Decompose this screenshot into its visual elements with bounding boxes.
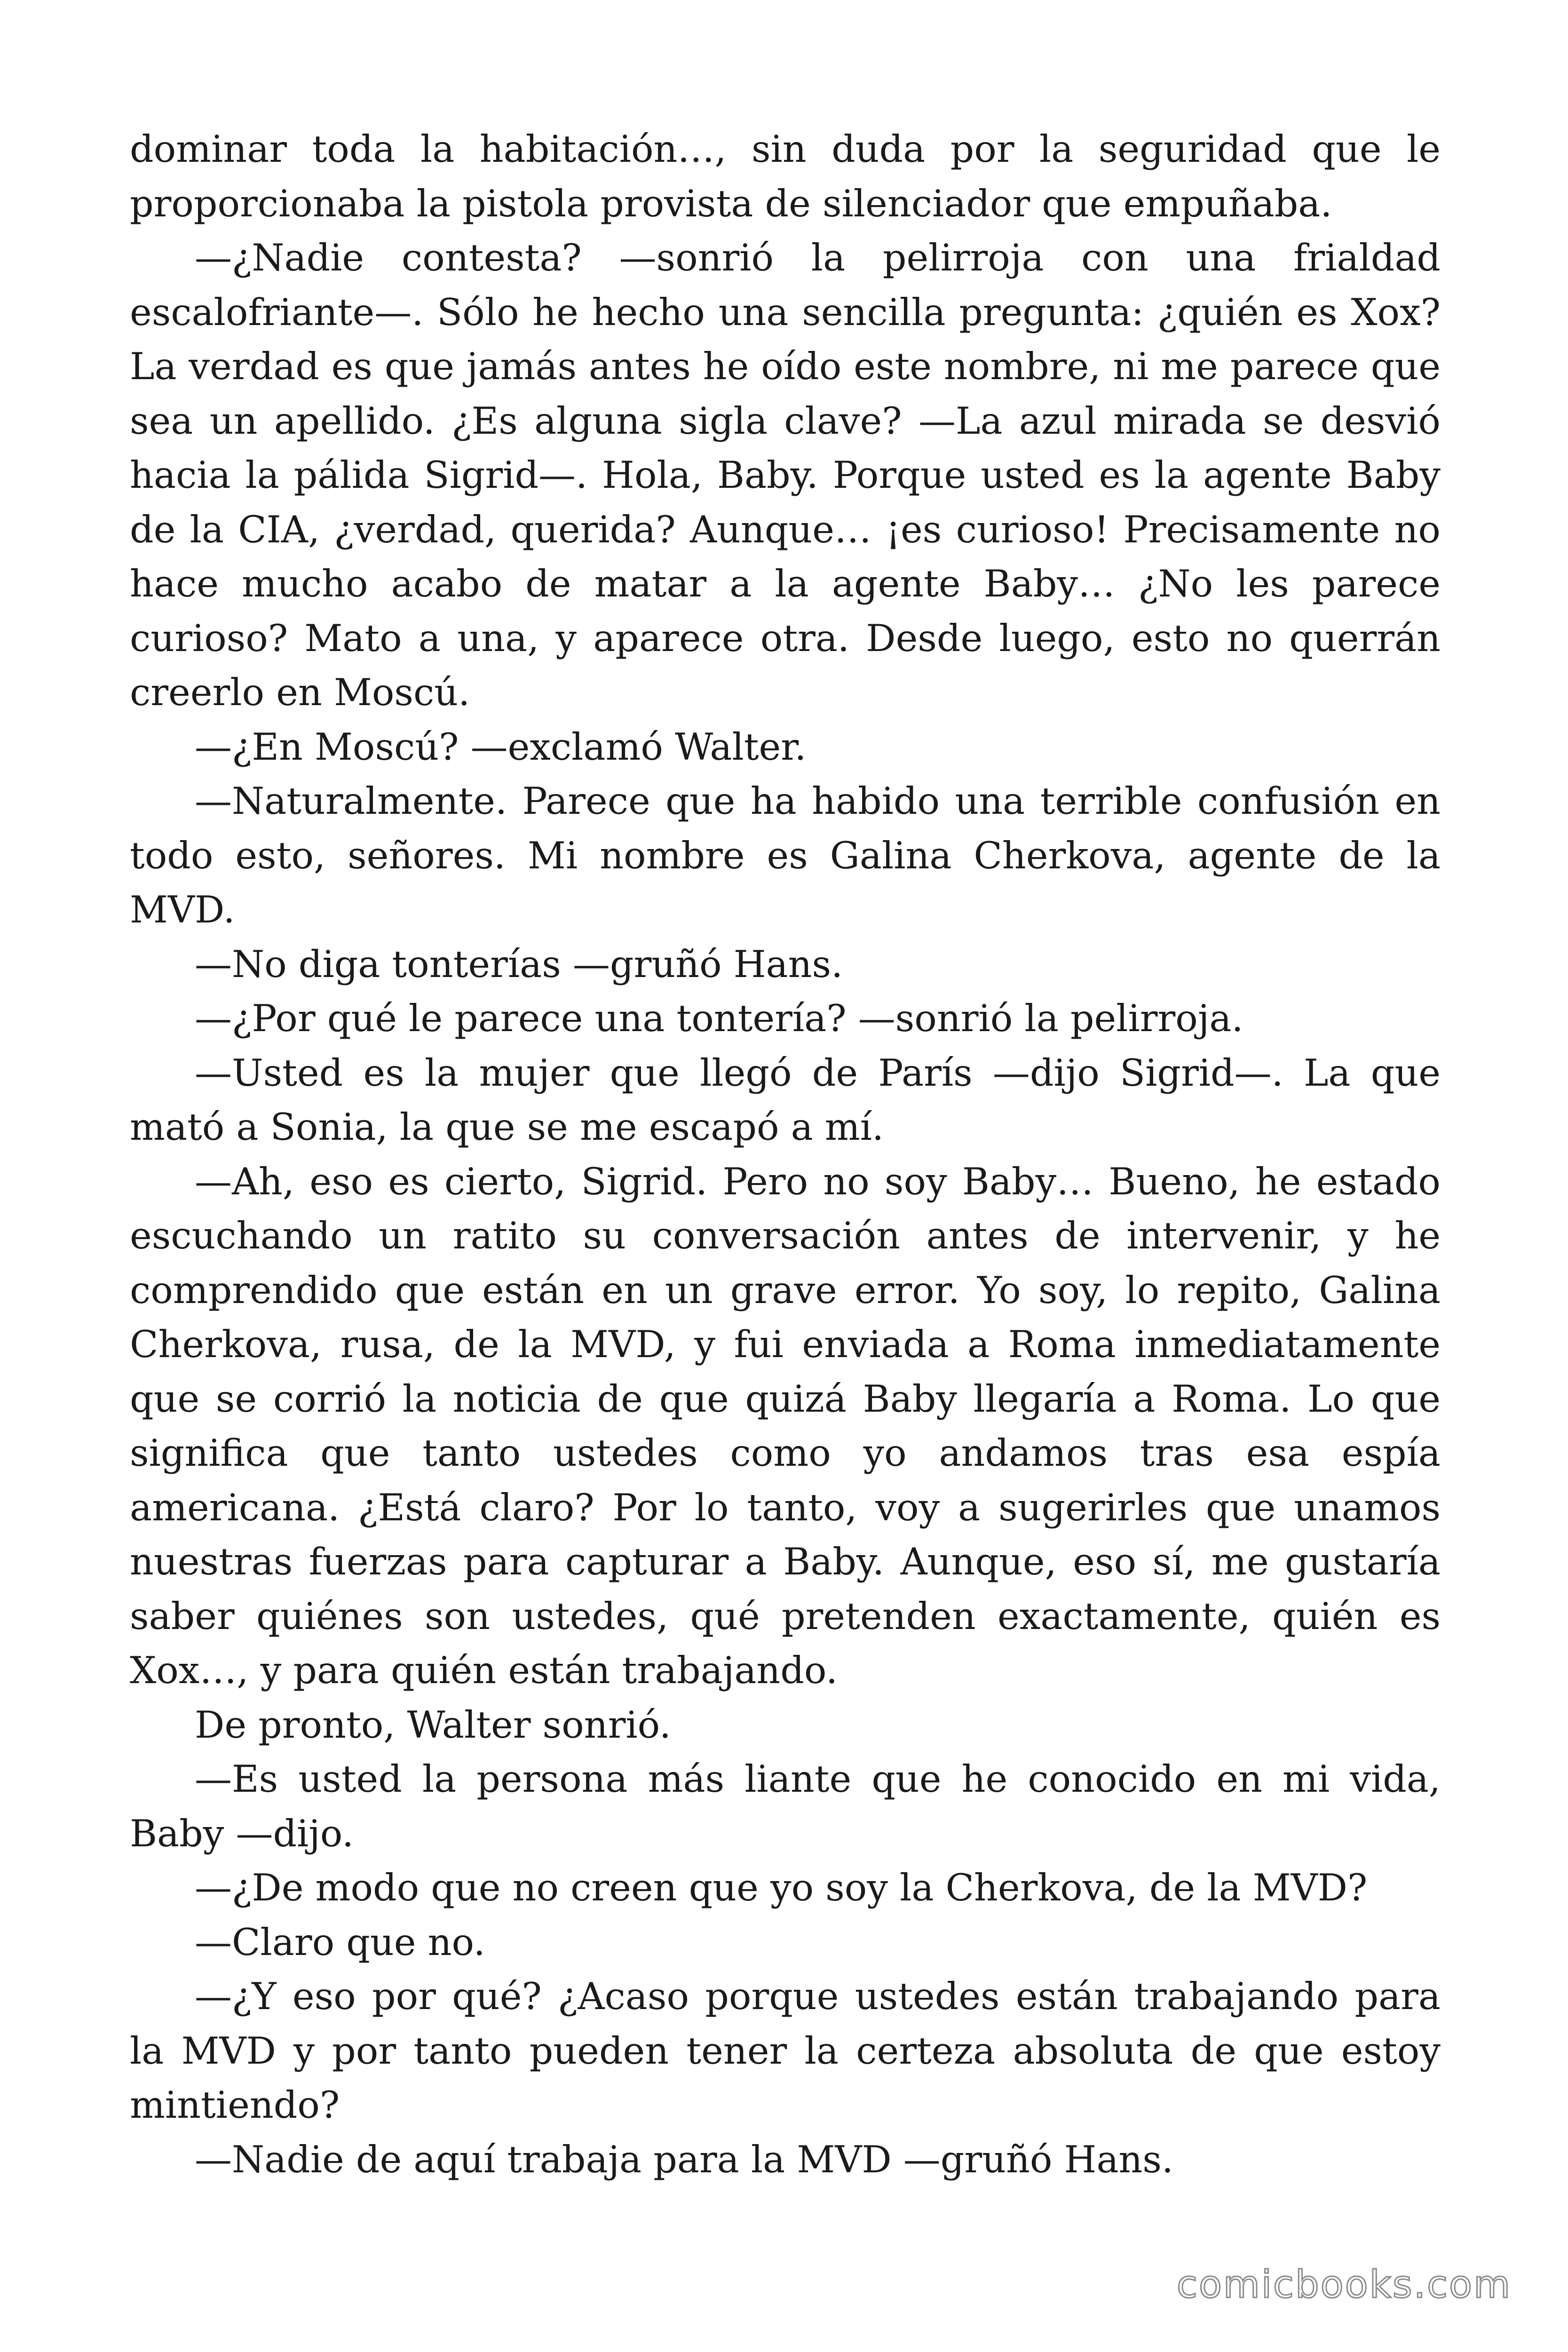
paragraph: —¿Y eso por qué? ¿Acaso porque ustedes están trabajando para la MVD y por tanto pueden tener la certeza absoluta de que estoy mintiendo? bbox=[130, 1975, 1441, 2127]
paragraph: —¿De modo que no creen que yo soy la Cherkova, de la MVD? bbox=[195, 1866, 1368, 1909]
paragraph: —Ah, eso es cierto, Sigrid. Pero no soy Baby… Bueno, he estado escuchando un ratito su conversación antes de intervenir, y he comprendido que están en un grave error. Yo soy, lo repito, Galina Cherkova, rusa, de la MVD, y fui enviada a Roma inmediatamente que se corrió la noticia de que quizá Baby llegaría a Roma. Lo que significa que tanto ustedes como yo andamos tras esa espía americana. ¿Está claro? Por lo tanto, voy a sugerirles que unamos nuestras fuerzas para capturar a Baby. Aunque, eso sí, me gustaría saber quiénes son ustedes, qué pretenden exactamente, quién es Xox…, y para quién están trabajando. bbox=[130, 1160, 1441, 1692]
paragraph: —¿Por qué le parece una tontería? —sonrió la pelirroja. bbox=[195, 997, 1243, 1040]
paragraph: —Naturalmente. Parece que ha habido una terrible confusión en todo esto, señores. Mi nombre es Galina Cherkova, agente de la MVD. bbox=[130, 779, 1441, 931]
paragraph-continuation: dominar toda la habitación…, sin duda por la seguridad que le proporcionaba la pistola provista de silenciador que empuñaba. bbox=[130, 127, 1441, 225]
paragraph: —Es usted la persona más liante que he conocido en mi vida, Baby —dijo. bbox=[130, 1757, 1441, 1855]
paragraph: —No diga tonterías —gruñó Hans. bbox=[195, 942, 843, 986]
paragraph: —Usted es la mujer que llegó de París —dijo Sigrid—. La que mató a Sonia, la que se me escapó a mí. bbox=[130, 1051, 1441, 1149]
paragraph: —¿Nadie contesta? —sonrió la pelirroja con una frialdad escalofriante—. Sólo he hecho una sencilla pregunta: ¿quién es Xox? La verdad es que jamás antes he oído este nombre, ni me parece que sea un apellido. ¿Es alguna sigla clave? —La azul mirada se desvió hacia la pálida Sigrid—. Hola, Baby. Porque usted es la agente Baby de la CIA, ¿verdad, querida? Aunque… ¡es curioso! Precisamente no hace mucho acabo de matar a la agente Baby… ¿No les parece curioso? Mato a una, y aparece otra. Desde luego, esto no querrán creerlo en Moscú. bbox=[130, 236, 1441, 714]
paragraph: —Claro que no. bbox=[195, 1920, 485, 1964]
page-body-text bbox=[130, 122, 1441, 2187]
watermark-text: comicbooks.com bbox=[1176, 2263, 1512, 2306]
paragraph: De pronto, Walter sonrió. bbox=[195, 1703, 671, 1747]
paragraph: —¿En Moscú? —exclamó Walter. bbox=[195, 725, 807, 769]
paragraph: —Nadie de aquí trabaja para la MVD —gruñó Hans. bbox=[195, 2137, 1174, 2181]
